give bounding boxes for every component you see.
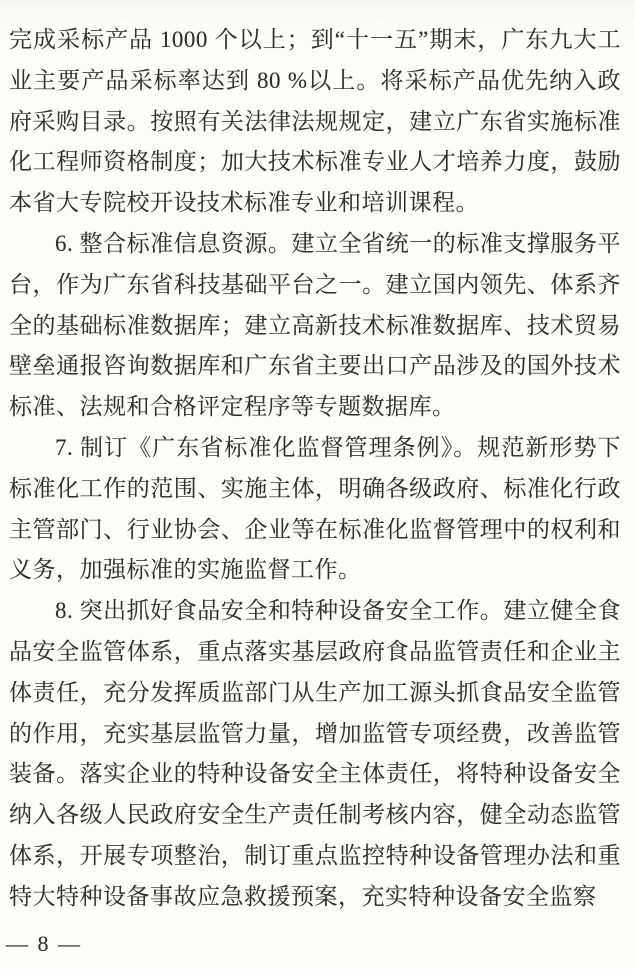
page-number: — 8 — (6, 931, 82, 956)
paragraph-4: 8. 突出抓好食品安全和特种设备安全工作。建立健全食品安全监管体系，重点落实基层政府食品监管责任和企业主体责任，充分发挥质监部门从生产加工源头抓食品安全监管的作用，充实基层监管力量，增加监管专项经费，改善监管装备。落实企业的特种设备安全主体责任，将特种设备安全纳入各级人民政府安全生产责任制考核内容，健全动态监管体系，开展专项整治，制订重点监控特种设备管理办法和重特大特种设备事故应急救援预案，充实特种设备安全监察 (9, 598, 621, 909)
paragraph-3: 7. 制订《广东省标准化监督管理条例》。规范新形势下标准化工作的范围、实施主体，明确各级政府、标准化行政主管部门、行业协会、企业等在标准化监督管理中的权利和义务，加强标准的实施监督工作。 (9, 434, 621, 583)
paragraph-2: 6. 整合标准信息资源。建立全省统一的标准支撑服务平台，作为广东省科技基础平台之一。建立国内领先、体系齐全的基础标准数据库；建立高新技术标准数据库、技术贸易壁垒通报咨询数据库和广东省主要出口产品涉及的国外技术标准、法规和合格评定程序等专题数据库。 (9, 230, 621, 420)
paragraph-1: 完成采标产品 1000 个以上；到“十一五”期末，广东九大工业主要产品采标率达到 80 %以上。将采标产品优先纳入政府采购目录。按照有关法律法规规定，建立广东省实施标准化工程师资格制度；加大技术标准专业人才培养力度，鼓励本省大专院校开设技术标准专业和培训课程。 (9, 27, 621, 216)
document-body (9, 20, 621, 918)
